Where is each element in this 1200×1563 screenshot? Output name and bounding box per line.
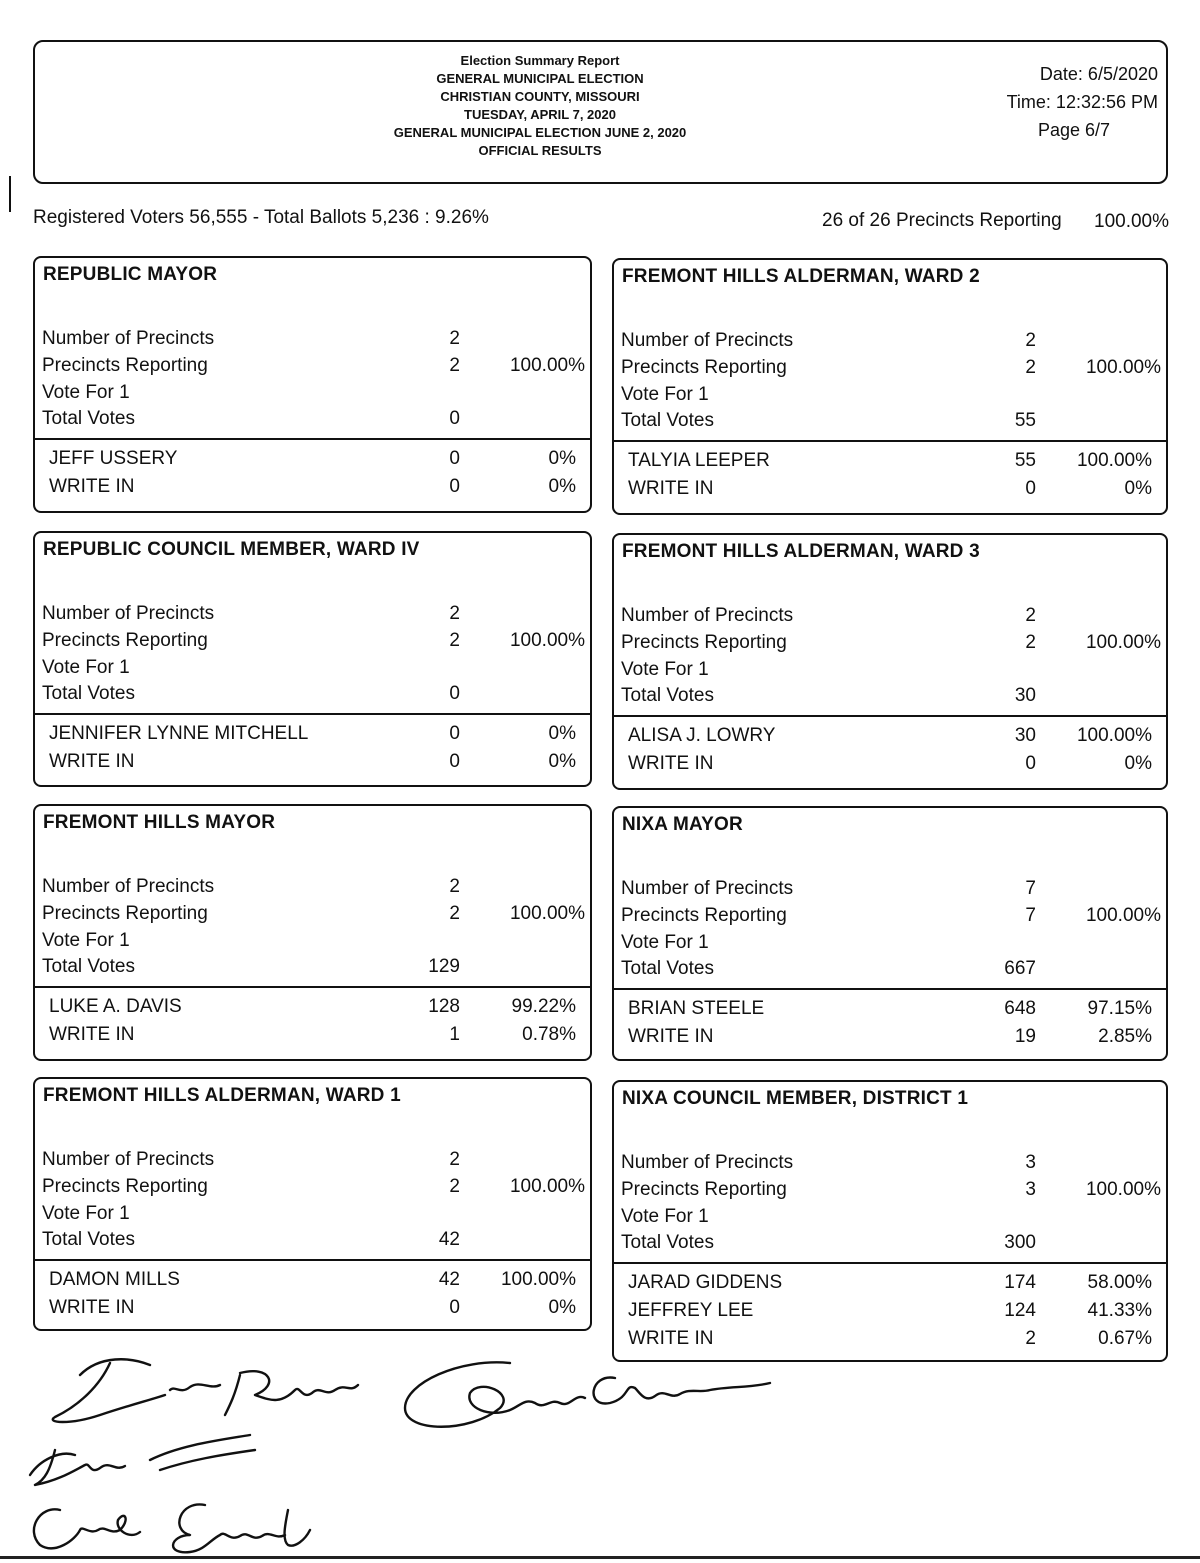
contest-card [33, 1077, 592, 1331]
candidate-percent: 0% [548, 476, 576, 497]
signature-4 [20, 1490, 320, 1560]
candidate-row [35, 1269, 590, 1296]
candidate-votes: 0 [1025, 478, 1036, 499]
stat-value: 0 [449, 683, 460, 704]
stat-label: Precincts Reporting [42, 355, 208, 376]
county-name: CHRISTIAN COUNTY, MISSOURI [440, 89, 640, 104]
vote-for-row [614, 932, 1166, 959]
stat-value: 30 [1014, 685, 1036, 706]
candidate-row [614, 998, 1166, 1025]
contest-title: FREMONT HILLS ALDERMAN, WARD 2 [622, 266, 980, 287]
candidate-percent: 0.67% [1098, 1328, 1152, 1349]
stat-percent: 100.00% [509, 630, 585, 651]
stat-value: 2 [449, 903, 460, 924]
official-results: OFFICIAL RESULTS [478, 143, 602, 158]
stat-value: 3 [1025, 1179, 1036, 1200]
candidate-name: JEFFREY LEE [628, 1300, 754, 1321]
precincts-reporting-row [35, 1176, 590, 1203]
candidate-votes: 0 [1025, 753, 1036, 774]
stat-value: 2 [449, 355, 460, 376]
contest-card [33, 256, 592, 513]
total-votes-row [35, 956, 590, 983]
report-header [33, 40, 1168, 184]
candidate-votes: 128 [428, 996, 460, 1017]
candidate-name: JEFF USSERY [49, 448, 178, 469]
margin-mark [9, 176, 11, 212]
stat-value: 2 [449, 876, 460, 897]
signature-3 [20, 1430, 270, 1490]
stat-value: 2 [449, 1149, 460, 1170]
candidate-row [35, 1297, 590, 1324]
vote-for-row [614, 1206, 1166, 1233]
stat-label: Total Votes [621, 958, 714, 979]
number-of-precincts-row [614, 1152, 1166, 1179]
stat-label: Vote For 1 [42, 657, 130, 678]
stat-label: Number of Precincts [621, 1152, 794, 1173]
contest-title: REPUBLIC MAYOR [43, 264, 218, 285]
registered-voters-summary: Registered Voters 56,555 - Total Ballots 5,236 : 9.26% [33, 207, 489, 228]
stat-label: Number of Precincts [621, 330, 794, 351]
report-time: Time: 12:32:56 PM [1006, 92, 1158, 112]
candidate-percent: 97.15% [1087, 998, 1152, 1019]
contest-title: FREMONT HILLS MAYOR [43, 812, 276, 833]
candidate-name: JARAD GIDDENS [628, 1272, 783, 1293]
candidate-votes: 2 [1025, 1328, 1036, 1349]
precincts-reporting-row [35, 355, 590, 382]
candidate-row [614, 478, 1166, 505]
candidate-name: DAMON MILLS [49, 1269, 180, 1290]
stat-label: Vote For 1 [42, 1203, 130, 1224]
stat-label: Vote For 1 [42, 382, 130, 403]
candidate-row [614, 725, 1166, 752]
stat-value: 42 [438, 1229, 460, 1250]
contest-card [33, 804, 592, 1061]
stat-value: 2 [449, 1176, 460, 1197]
stat-value: 2 [1025, 330, 1036, 351]
stat-percent: 100.00% [509, 903, 585, 924]
stat-value: 2 [449, 603, 460, 624]
results-divider [35, 438, 590, 440]
stat-label: Number of Precincts [621, 878, 794, 899]
vote-for-row [35, 657, 590, 684]
total-votes-row [614, 1232, 1166, 1259]
precincts-reporting-summary: 26 of 26 Precincts Reporting [822, 210, 1062, 231]
contest-title: REPUBLIC COUNCIL MEMBER, WARD IV [43, 539, 420, 560]
stat-label: Precincts Reporting [621, 357, 787, 378]
candidate-percent: 100.00% [500, 1269, 576, 1290]
candidate-votes: 0 [449, 751, 460, 772]
candidate-row [35, 751, 590, 778]
results-divider [614, 1262, 1166, 1264]
candidate-row [614, 1272, 1166, 1299]
stat-label: Precincts Reporting [42, 1176, 208, 1197]
number-of-precincts-row [614, 605, 1166, 632]
stat-label: Precincts Reporting [621, 1179, 787, 1200]
candidate-name: TALYIA LEEPER [628, 450, 770, 471]
signature-1 [40, 1345, 370, 1440]
election-subtitle: GENERAL MUNICIPAL ELECTION JUNE 2, 2020 [393, 125, 687, 140]
candidate-percent: 0% [548, 448, 576, 469]
contest-card [612, 258, 1168, 515]
candidate-percent: 0% [548, 723, 576, 744]
contest-title: FREMONT HILLS ALDERMAN, WARD 3 [622, 541, 980, 562]
stat-value: 667 [1004, 958, 1036, 979]
candidate-row [35, 448, 590, 475]
candidate-name: WRITE IN [49, 476, 135, 497]
candidate-votes: 55 [1014, 450, 1036, 471]
stat-label: Number of Precincts [42, 603, 215, 624]
candidate-percent: 100.00% [1076, 450, 1152, 471]
contest-title: NIXA MAYOR [622, 814, 743, 835]
candidate-percent: 0.78% [522, 1024, 576, 1045]
stat-label: Number of Precincts [621, 605, 794, 626]
candidate-row [614, 753, 1166, 780]
stat-value: 2 [449, 630, 460, 651]
candidate-row [35, 1024, 590, 1051]
stat-value: 55 [1014, 410, 1036, 431]
precincts-reporting-row [614, 1179, 1166, 1206]
stat-value: 7 [1025, 905, 1036, 926]
candidate-votes: 0 [449, 1297, 460, 1318]
candidate-row [614, 450, 1166, 477]
precincts-reporting-row [35, 903, 590, 930]
candidate-percent: 0% [1124, 753, 1152, 774]
candidate-row [35, 476, 590, 503]
report-title: Election Summary Report [460, 53, 620, 68]
candidate-name: LUKE A. DAVIS [49, 996, 182, 1017]
stat-label: Vote For 1 [621, 384, 709, 405]
stat-percent: 100.00% [1085, 1179, 1161, 1200]
number-of-precincts-row [35, 876, 590, 903]
number-of-precincts-row [35, 603, 590, 630]
number-of-precincts-row [614, 330, 1166, 357]
total-votes-row [614, 685, 1166, 712]
stat-percent: 100.00% [509, 1176, 585, 1197]
number-of-precincts-row [35, 1149, 590, 1176]
candidate-name: ALISA J. LOWRY [628, 725, 776, 746]
total-votes-row [35, 1229, 590, 1256]
precincts-reporting-row [35, 630, 590, 657]
candidate-percent: 41.33% [1087, 1300, 1152, 1321]
candidate-percent: 99.22% [511, 996, 576, 1017]
candidate-votes: 0 [449, 723, 460, 744]
candidate-votes: 42 [438, 1269, 460, 1290]
stat-value: 2 [1025, 632, 1036, 653]
stat-value: 0 [449, 408, 460, 429]
stat-label: Number of Precincts [42, 876, 215, 897]
candidate-percent: 0% [548, 751, 576, 772]
election-name: GENERAL MUNICIPAL ELECTION [436, 71, 644, 86]
results-divider [35, 713, 590, 715]
stat-label: Total Votes [621, 1232, 714, 1253]
stat-value: 300 [1004, 1232, 1036, 1253]
vote-for-row [614, 384, 1166, 411]
candidate-name: JENNIFER LYNNE MITCHELL [49, 723, 309, 744]
contest-card [612, 806, 1168, 1061]
contest-title: FREMONT HILLS ALDERMAN, WARD 1 [43, 1085, 401, 1106]
stat-label: Total Votes [42, 683, 135, 704]
vote-for-row [35, 930, 590, 957]
candidate-row [35, 996, 590, 1023]
precincts-reporting-row [614, 357, 1166, 384]
vote-for-row [35, 1203, 590, 1230]
results-divider [35, 1259, 590, 1261]
precincts-reporting-row [614, 905, 1166, 932]
number-of-precincts-row [35, 328, 590, 355]
candidate-votes: 0 [449, 476, 460, 497]
election-date: TUESDAY, APRIL 7, 2020 [464, 107, 616, 122]
candidate-name: WRITE IN [628, 1026, 714, 1047]
stat-label: Total Votes [42, 1229, 135, 1250]
stat-label: Vote For 1 [621, 659, 709, 680]
stat-value: 129 [428, 956, 460, 977]
vote-for-row [614, 659, 1166, 686]
stat-percent: 100.00% [1085, 357, 1161, 378]
stat-value: 3 [1025, 1152, 1036, 1173]
stat-label: Vote For 1 [621, 932, 709, 953]
stat-label: Total Votes [621, 685, 714, 706]
stat-label: Vote For 1 [621, 1206, 709, 1227]
page-bottom-edge [0, 1556, 1200, 1559]
candidate-votes: 0 [449, 448, 460, 469]
candidate-votes: 124 [1004, 1300, 1036, 1321]
candidate-votes: 648 [1004, 998, 1036, 1019]
stat-value: 2 [449, 328, 460, 349]
stat-label: Precincts Reporting [621, 905, 787, 926]
stat-value: 2 [1025, 605, 1036, 626]
candidate-name: WRITE IN [49, 1297, 135, 1318]
stat-percent: 100.00% [509, 355, 585, 376]
precincts-reporting-row [614, 632, 1166, 659]
candidate-votes: 30 [1014, 725, 1036, 746]
candidate-percent: 0% [1124, 478, 1152, 499]
candidate-name: WRITE IN [49, 751, 135, 772]
candidate-name: WRITE IN [628, 1328, 714, 1349]
results-divider [614, 988, 1166, 990]
contest-title: NIXA COUNCIL MEMBER, DISTRICT 1 [622, 1088, 969, 1109]
results-divider [614, 440, 1166, 442]
precincts-reporting-percent: 100.00% [1094, 211, 1170, 232]
signature-2 [400, 1348, 790, 1438]
stat-label: Number of Precincts [42, 1149, 215, 1170]
stat-value: 2 [1025, 357, 1036, 378]
number-of-precincts-row [614, 878, 1166, 905]
stat-label: Total Votes [621, 410, 714, 431]
stat-label: Precincts Reporting [42, 903, 208, 924]
candidate-percent: 58.00% [1087, 1272, 1152, 1293]
stat-label: Number of Precincts [42, 328, 215, 349]
candidate-row [614, 1300, 1166, 1327]
total-votes-row [35, 683, 590, 710]
results-divider [35, 986, 590, 988]
stat-percent: 100.00% [1085, 905, 1161, 926]
candidate-row [35, 723, 590, 750]
candidate-name: BRIAN STEELE [628, 998, 765, 1019]
candidate-name: WRITE IN [49, 1024, 135, 1045]
contest-card [33, 531, 592, 787]
results-divider [614, 715, 1166, 717]
candidate-percent: 100.00% [1076, 725, 1152, 746]
candidate-votes: 1 [449, 1024, 460, 1045]
candidate-votes: 174 [1004, 1272, 1036, 1293]
total-votes-row [614, 958, 1166, 985]
stat-label: Total Votes [42, 408, 135, 429]
stat-label: Vote For 1 [42, 930, 130, 951]
contest-card [612, 1080, 1168, 1362]
candidate-row [614, 1026, 1166, 1053]
stat-percent: 100.00% [1085, 632, 1161, 653]
candidate-name: WRITE IN [628, 478, 714, 499]
stat-label: Precincts Reporting [621, 632, 787, 653]
candidate-percent: 0% [548, 1297, 576, 1318]
vote-for-row [35, 382, 590, 409]
total-votes-row [614, 410, 1166, 437]
page-number: Page 6/7 [1038, 120, 1111, 140]
candidate-name: WRITE IN [628, 753, 714, 774]
stat-label: Total Votes [42, 956, 135, 977]
candidate-votes: 19 [1014, 1026, 1036, 1047]
candidate-percent: 2.85% [1098, 1026, 1152, 1047]
total-votes-row [35, 408, 590, 435]
stat-label: Precincts Reporting [42, 630, 208, 651]
stat-value: 7 [1025, 878, 1036, 899]
report-date: Date: 6/5/2020 [1039, 64, 1158, 84]
contest-card [612, 533, 1168, 790]
